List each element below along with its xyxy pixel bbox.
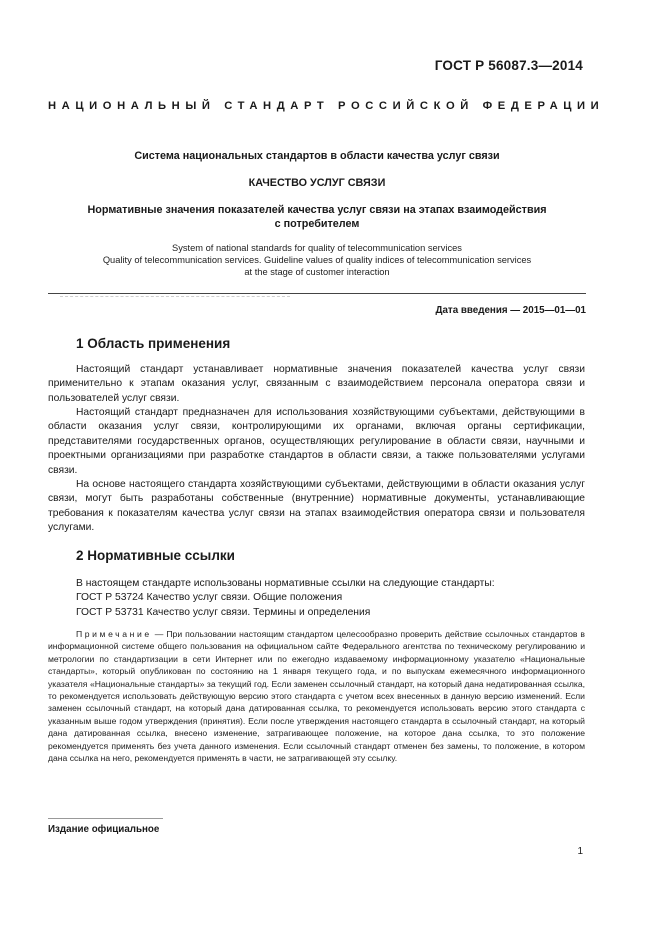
standard-code: ГОСТ Р 56087.3—2014 — [434, 58, 583, 73]
national-standard-banner: НАЦИОНАЛЬНЫЙ СТАНДАРТ РОССИЙСКОЙ ФЕДЕРАЦИИ — [48, 100, 605, 112]
document-subtitle — [48, 203, 586, 231]
section-1-paragraph: На основе настоящего стандарта хозяйствующими субъектами, действующими в области оказания услуг связи, могут быть разработаны собственные (внутренние) нормативные документы, устанавливающие требования к показателям качества услуг связи на этапах взаимодействия оператора связи и пользователя услугами. — [48, 479, 585, 534]
faint-divider — [60, 296, 290, 297]
subtitle-line: Нормативные значения показателей качества услуг связи на этапах взаимодействия — [87, 204, 547, 216]
note-paragraph — [48, 628, 585, 764]
note-text: — При пользовании настоящим стандартом целесообразно проверить действие ссылочных стандартов в информационной системе общего пользования на официальном сайте Федерального агентства по техническому регулированию и метрологии по стандартизации в сети Интернет или по ежегодно издаваемому информационному указателю «Национальные стандарты», который опубликован по состоянию на 1 января текущего года, и по выпускам ежемесячного информационного указателя «Национальные стандарты» за текущий год. Если заменен ссылочный стандарт, на который дана недатированная ссылка, то рекомендуется использовать действующую версию этого стандарта с учетом всех внесенных в данную версию изменений. Если заменен ссылочный стандарт, на который дана датированная ссылка, то рекомендуется использовать версию этого стандарта с указанным выше годом утверждения (принятия). Если после утверждения настоящего стандарта в ссылочный стандарт, на который дана датированная ссылка, внесено изменение, затрагивающее положение, на которое дана ссылка, то это положение рекомендуется применять без учета данного изменения. Если ссылочный стандарт отменен без замены, то положение, в котором дана ссылка на него, рекомендуется применять в части, не затрагивающей эту ссылку. — [48, 629, 585, 764]
english-title-line: System of national standards for quality of telecommunication services — [172, 243, 462, 253]
page-number: 1 — [577, 846, 583, 857]
title-divider — [48, 293, 586, 294]
introduction-date: Дата введения — 2015—01—01 — [435, 305, 586, 316]
section-2-heading: 2 Нормативные ссылки — [76, 548, 235, 563]
english-title — [48, 242, 586, 279]
section-1-paragraph: Настоящий стандарт устанавливает нормативные значения показателей качества услуг связи применительно к этапам оказания услуг, связанным с взаимодействием персонала оператора связи и пользователей услуг связи. — [48, 364, 585, 404]
system-title: Система национальных стандартов в области качества услуг связи — [134, 150, 500, 162]
subtitle-line: с потребителем — [274, 218, 360, 230]
normative-references — [76, 577, 495, 620]
reference-item: ГОСТ Р 53731 Качество услуг связи. Термины и определения — [76, 606, 371, 618]
note-label: Примечание — [76, 629, 152, 639]
official-edition-label: Издание официальное — [48, 824, 160, 835]
reference-item: ГОСТ Р 53724 Качество услуг связи. Общие положения — [76, 592, 343, 604]
document-title: КАЧЕСТВО УСЛУГ СВЯЗИ — [248, 177, 386, 189]
references-intro: В настоящем стандарте использованы нормативные ссылки на следующие стандарты: — [76, 578, 495, 589]
english-title-line: at the stage of customer interaction — [244, 267, 390, 278]
section-1-heading: 1 Область применения — [76, 336, 231, 351]
english-title-line: Quality of telecommunication services. Guideline values of quality indices of telecommunication services — [102, 255, 532, 266]
footer-divider — [48, 818, 163, 819]
section-1-paragraph: Настоящий стандарт предназначен для использования хозяйствующими субъектами, действующими в области оказания услуг связи, контролирующими их органами, включая органы сертификации, представителями государственных органов, осуществляющих регулирование в области связи, научными и проектными организациями при разработке стандартов в области связи, а также пользователями услугами связи. — [48, 407, 585, 476]
